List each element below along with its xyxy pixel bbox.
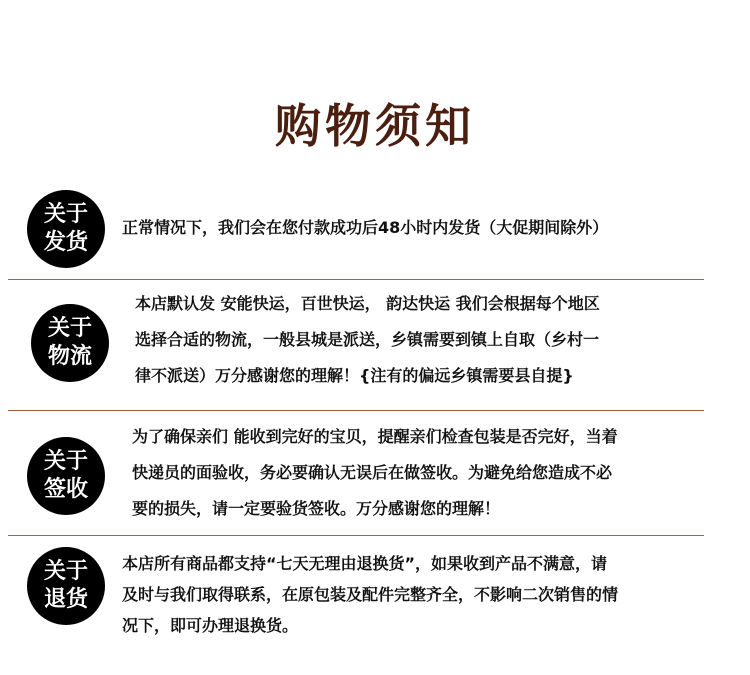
badge-line-2: 签收 (43, 477, 88, 502)
returns-badge (27, 547, 105, 625)
badge-line-1: 关于 (43, 449, 88, 474)
badge-line-2: 发货 (43, 230, 88, 255)
returns-text (122, 548, 618, 641)
badge-line-1: 关于 (43, 559, 88, 584)
logistics-text (135, 286, 600, 394)
section-divider (8, 410, 704, 411)
text-line: 况下，即可办理退换货。 (122, 616, 299, 635)
shipping-text (122, 210, 608, 246)
text-line: 律不派送）万分感谢您的理解！{注有的偏远乡镇需要县自提} (135, 366, 574, 385)
section-divider (8, 535, 704, 536)
page-title: 购物须知 (275, 99, 475, 153)
text-line: 本店所有商品都支持“七天无理由退换货”，如果收到产品不满意，请 (122, 554, 608, 573)
text-line: 正常情况下，我们会在您付款成功后48小时内发货（大促期间除外） (122, 218, 609, 237)
text-line: 选择合适的物流，一般县城是派送，乡镇需要到镇上自取（乡村一 (135, 330, 600, 349)
text-line: 要的损失，请一定要验货签收。万分感谢您的理解！ (132, 499, 501, 518)
text-line: 为了确保亲们 能收到完好的宝贝，提醒亲们检查包装是否完好，当着 (132, 427, 618, 446)
badge-line-2: 退货 (43, 587, 88, 612)
signing-badge (27, 437, 105, 515)
text-line: 快递员的面验收，务必要确认无误后在做签收。为避免给您造成不必 (132, 463, 613, 482)
badge-line-1: 关于 (47, 316, 92, 341)
signing-text (132, 419, 618, 527)
badge-line-1: 关于 (43, 202, 88, 227)
shipping-badge (27, 190, 105, 268)
text-line: 及时与我们取得联系，在原包装及配件完整齐全，不影响二次销售的情 (122, 585, 619, 604)
logistics-badge (31, 304, 109, 382)
section-divider (8, 279, 704, 280)
text-line: 本店默认发 安能快运，百世快运， 韵达快运 我们会根据每个地区 (135, 294, 600, 313)
badge-line-2: 物流 (47, 344, 92, 369)
